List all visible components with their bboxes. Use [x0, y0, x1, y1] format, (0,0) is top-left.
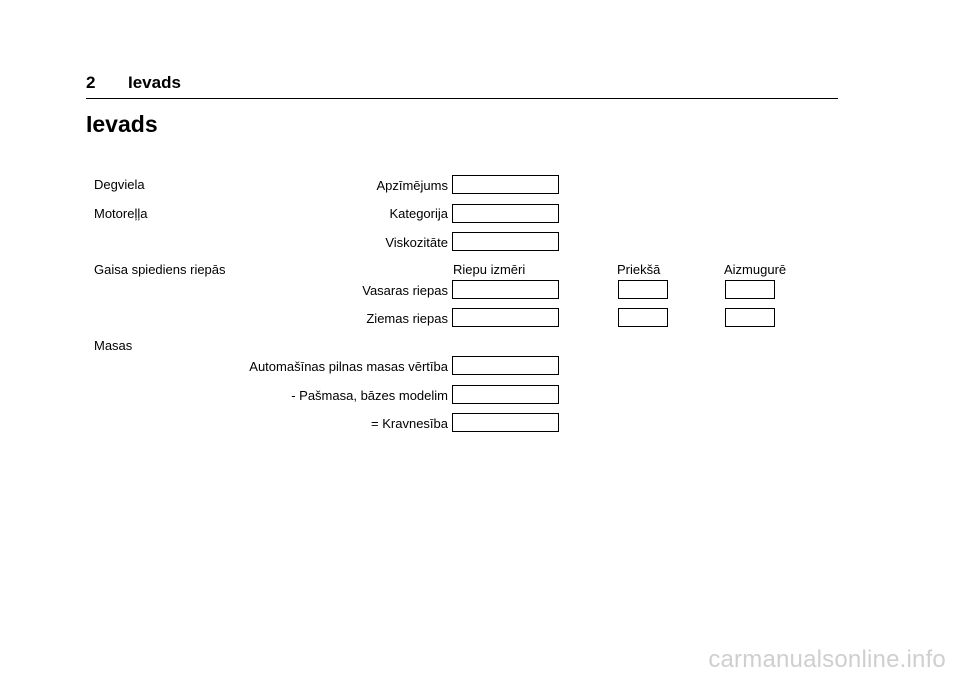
oil-viscosity-field[interactable] [452, 232, 559, 251]
kerb-weight-label: - Pašmasa, bāzes modelim [291, 388, 448, 403]
gross-weight-label: Automašīnas pilnas masas vērtība [249, 359, 448, 374]
winter-tire-size-field[interactable] [452, 308, 559, 327]
summer-tires-label: Vasaras riepas [362, 283, 448, 298]
header-divider [86, 98, 838, 99]
payload-label: = Kravnesība [371, 416, 448, 431]
summer-rear-pressure-field[interactable] [725, 280, 775, 299]
page-number: 2 [86, 73, 96, 92]
oil-category-label: Kategorija [389, 206, 448, 221]
section-label-fuel: Degviela [94, 177, 145, 192]
section-label-masses: Masas [94, 338, 133, 353]
summer-front-pressure-field[interactable] [618, 280, 668, 299]
winter-front-pressure-field[interactable] [618, 308, 668, 327]
payload-field[interactable] [452, 413, 559, 432]
running-header-title: Ievads [128, 73, 181, 92]
gross-weight-field[interactable] [452, 356, 559, 375]
winter-tires-label: Ziemas riepas [366, 311, 448, 326]
section-label-engine-oil: Motoreļļa [94, 206, 148, 221]
page-title: Ievads [86, 111, 158, 137]
oil-category-field[interactable] [452, 204, 559, 223]
section-label-tire-pressure: Gaisa spiediens riepās [94, 262, 226, 277]
column-header-tire-size: Riepu izmēri [453, 262, 526, 277]
fuel-designation-field[interactable] [452, 175, 559, 194]
winter-rear-pressure-field[interactable] [725, 308, 775, 327]
column-header-front: Priekšā [617, 262, 661, 277]
fuel-designation-label: Apzīmējums [376, 178, 448, 193]
kerb-weight-field[interactable] [452, 385, 559, 404]
oil-viscosity-label: Viskozitāte [385, 235, 448, 250]
summer-tire-size-field[interactable] [452, 280, 559, 299]
column-header-rear: Aizmugurē [724, 262, 787, 277]
watermark-text: carmanualsonline.info [708, 646, 946, 673]
